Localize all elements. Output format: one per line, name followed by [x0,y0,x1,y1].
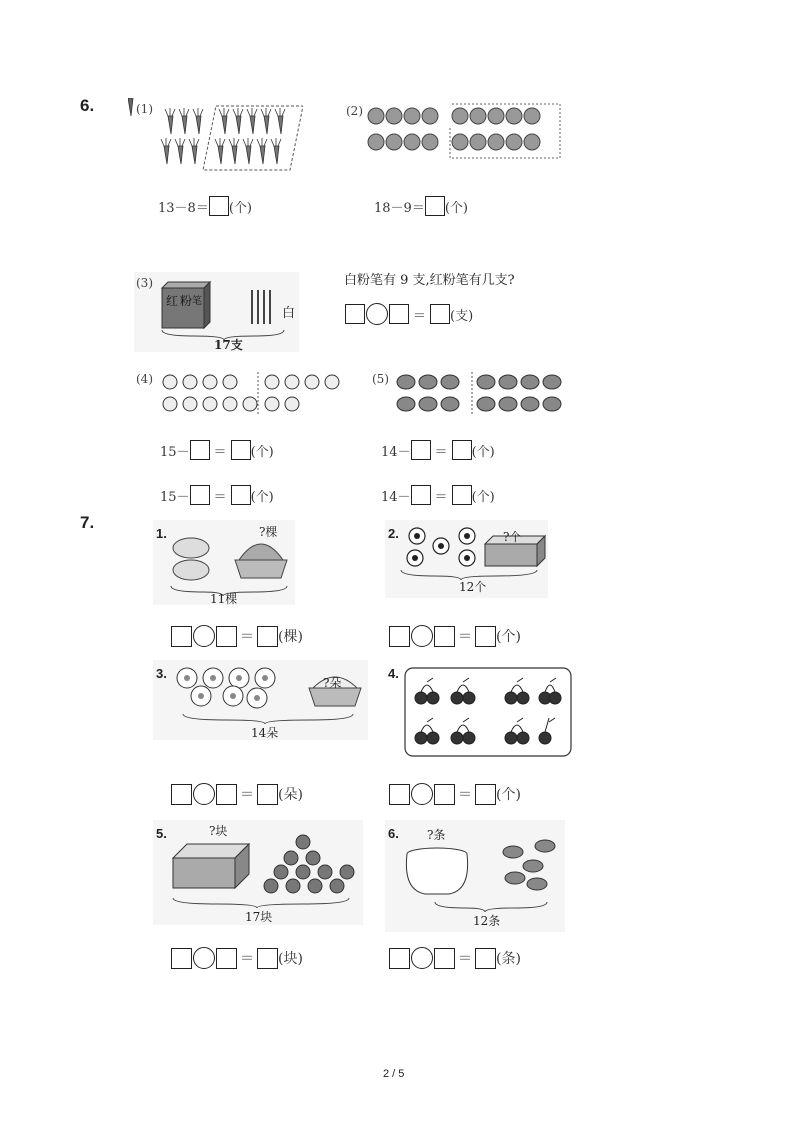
box-char-2: 粉 [180,294,193,308]
answer-box[interactable] [434,784,455,805]
answer-box[interactable] [257,784,278,805]
operator-circle[interactable] [193,783,215,805]
total-label: 17块 [245,910,273,924]
minuend: 14－ [381,444,411,460]
answer-box[interactable] [216,626,237,647]
chalk-picture [134,272,299,352]
problem-1-equation [171,625,303,647]
answer-box[interactable] [475,626,496,647]
white-chalk-label: 白 [282,306,296,321]
carrot-picture [128,98,303,176]
equals-sign: ＝ [413,308,427,324]
problem-6-number: 6. [388,826,399,841]
minuend: 15－ [160,444,190,460]
problem-6-picture [385,820,565,932]
unit-label: (个) [471,489,495,505]
problem-2-equation [389,625,521,647]
minuend: 14－ [381,489,411,505]
question-label: ?朵 [323,676,342,690]
unit-label: (条) [496,951,521,967]
peaches-illustration [134,370,356,418]
answer-box[interactable] [190,485,210,505]
part-1-equation [158,196,252,216]
part-3-equation [345,303,473,325]
problem-5-picture [153,820,363,925]
part-1-expression: 13－8＝ [158,200,209,216]
carrots-illustration [128,98,303,176]
part-4-equation-1 [160,440,274,460]
problem-2-picture [385,520,548,598]
part-4-equation-2 [160,485,274,505]
answer-box[interactable] [345,304,365,324]
box-char-1: 红 [166,294,179,308]
equals-sign: ＝ [240,951,254,967]
question-label: ?个 [503,530,522,544]
answer-box[interactable] [389,626,410,647]
problem-4-picture [385,660,575,760]
operator-circle[interactable] [366,303,388,325]
equals-sign: ＝ [434,489,448,505]
problem-4-equation [389,783,521,805]
problem-1-number: 1. [156,526,167,541]
unit-label: (支) [450,308,474,324]
unit-label: (个) [471,444,495,460]
problem-3-equation [171,783,303,805]
answer-box[interactable] [257,948,278,969]
unit-label: (个) [496,787,521,803]
equals-sign: ＝ [458,629,472,645]
part-2-equation [374,196,468,216]
box-char-3: 笔 [192,296,202,307]
part-2-label: (2) [346,104,363,118]
total-label: 12个 [459,580,487,594]
problem-3-picture [153,660,368,740]
problem-4-number: 4. [388,666,399,681]
question-6-number: 6. [80,96,95,115]
equals-sign: ＝ [240,787,254,803]
part-5-label: (5) [372,372,389,386]
operator-circle[interactable] [411,947,433,969]
answer-box[interactable] [411,485,431,505]
unit-label: (朵) [278,787,303,803]
question-7-number: 7. [80,513,95,532]
problem-1-picture [153,520,295,605]
equals-sign: ＝ [213,444,227,460]
part-1-label: (1) [136,102,153,116]
operator-circle[interactable] [411,625,433,647]
problem-3-number: 3. [156,666,167,681]
unit-label: (棵) [278,629,303,645]
answer-box[interactable] [475,948,496,969]
operator-circle[interactable] [193,625,215,647]
answer-box[interactable] [171,626,192,647]
operator-circle[interactable] [411,783,433,805]
equals-sign: ＝ [458,951,472,967]
total-label: 12条 [473,914,501,928]
balls-illustration [342,100,592,160]
part-5-equation-2 [381,485,495,505]
part-4-label: (4) [136,372,153,386]
unit-label: (个) [250,489,274,505]
answer-box[interactable] [389,304,409,324]
answer-box[interactable] [209,196,229,216]
part-3-question: 白粉笔有 9 支,红粉笔有几支? [344,273,515,288]
answer-box[interactable] [389,784,410,805]
part-2-expression: 18－9＝ [374,200,425,216]
unit-label: (个) [496,629,521,645]
answer-box[interactable] [425,196,445,216]
answer-box[interactable] [389,948,410,969]
answer-box[interactable] [434,626,455,647]
pumpkin-picture [370,370,580,418]
pumpkins-illustration [370,370,580,418]
operator-circle[interactable] [193,947,215,969]
answer-box[interactable] [216,948,237,969]
answer-box[interactable] [231,485,251,505]
total-label: 14朵 [251,726,279,740]
cherries-illustration [385,660,575,760]
question-label: ?棵 [259,525,278,539]
ball-picture [342,100,592,160]
unit-label: (个) [250,444,274,460]
answer-box[interactable] [475,784,496,805]
unit-label: (个) [228,200,252,216]
answer-box[interactable] [171,784,192,805]
answer-box[interactable] [452,485,472,505]
part-5-equation-1 [381,440,495,460]
problem-2-number: 2. [388,526,399,541]
answer-box[interactable] [257,626,278,647]
answer-box[interactable] [434,948,455,969]
answer-box[interactable] [430,304,450,324]
equals-sign: ＝ [434,444,448,460]
equals-sign: ＝ [213,489,227,505]
answer-box[interactable] [216,784,237,805]
answer-box[interactable] [231,440,251,460]
peach-picture [134,370,356,418]
problem-5-number: 5. [156,826,167,841]
question-label: ?条 [427,828,446,842]
unit-label: (个) [444,200,468,216]
answer-box[interactable] [190,440,210,460]
answer-box[interactable] [411,440,431,460]
problem-6-equation [389,947,521,969]
question-label: ?块 [209,824,228,838]
unit-label: (块) [278,951,303,967]
minuend: 15－ [160,489,190,505]
equals-sign: ＝ [458,787,472,803]
total-label: 11棵 [210,592,238,606]
answer-box[interactable] [171,948,192,969]
total-label: 17支 [214,338,243,352]
page-number: 2 / 5 [383,1068,405,1080]
answer-box[interactable] [452,440,472,460]
problem-5-equation [171,947,303,969]
part-3-label: (3) [136,276,153,290]
equals-sign: ＝ [240,629,254,645]
